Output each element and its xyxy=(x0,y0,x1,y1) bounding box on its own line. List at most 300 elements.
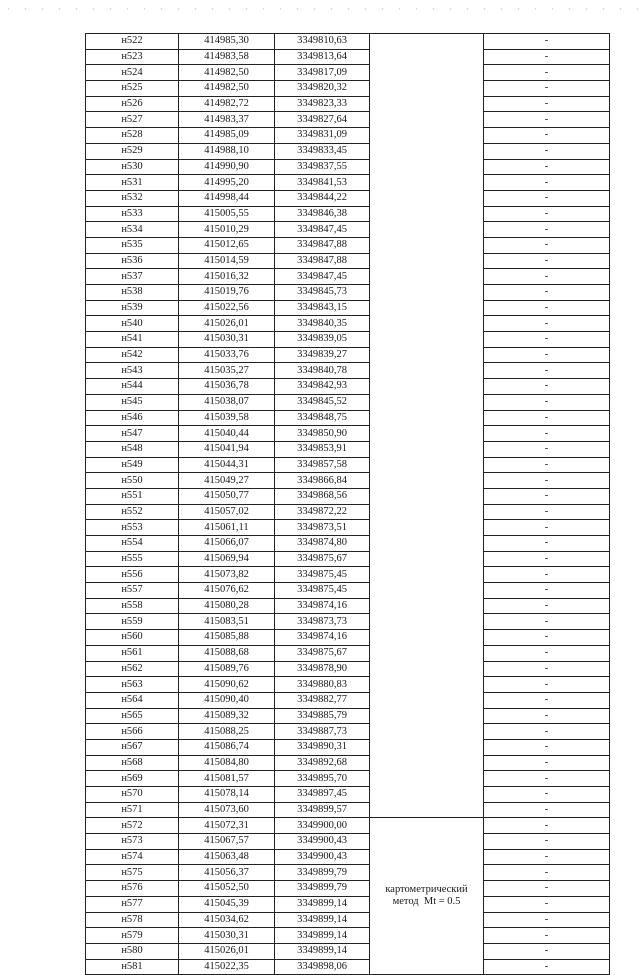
precision-cell: - xyxy=(484,912,610,928)
y-coordinate-cell: 3349873,73 xyxy=(275,614,370,630)
x-coordinate-cell: 415073,60 xyxy=(179,802,275,818)
x-coordinate-cell: 415044,31 xyxy=(179,457,275,473)
x-coordinate-cell: 415090,40 xyxy=(179,692,275,708)
y-coordinate-cell: 3349899,14 xyxy=(275,943,370,959)
precision-cell: - xyxy=(484,928,610,944)
x-coordinate-cell: 415072,31 xyxy=(179,818,275,834)
y-coordinate-cell: 3349839,05 xyxy=(275,332,370,348)
x-coordinate-cell: 415026,01 xyxy=(179,943,275,959)
table-row xyxy=(86,426,610,442)
y-coordinate-cell: 3349875,45 xyxy=(275,583,370,599)
precision-cell: - xyxy=(484,739,610,755)
point-name-cell: н579 xyxy=(86,928,179,944)
y-coordinate-cell: 3349820,32 xyxy=(275,81,370,97)
precision-cell: - xyxy=(484,206,610,222)
x-coordinate-cell: 415090,62 xyxy=(179,677,275,693)
table-row xyxy=(86,881,610,897)
point-name-cell: н528 xyxy=(86,128,179,144)
y-coordinate-cell: 3349833,45 xyxy=(275,143,370,159)
method-line-1: картометрический xyxy=(385,884,468,896)
y-coordinate-cell: 3349853,91 xyxy=(275,441,370,457)
table-row xyxy=(86,551,610,567)
table-row xyxy=(86,128,610,144)
x-coordinate-cell: 415061,11 xyxy=(179,520,275,536)
point-name-cell: н533 xyxy=(86,206,179,222)
point-name-cell: н541 xyxy=(86,332,179,348)
x-coordinate-cell: 414985,30 xyxy=(179,34,275,50)
x-coordinate-cell: 415057,02 xyxy=(179,504,275,520)
precision-cell: - xyxy=(484,943,610,959)
x-coordinate-cell: 415036,78 xyxy=(179,379,275,395)
x-coordinate-cell: 414982,72 xyxy=(179,96,275,112)
x-coordinate-cell: 415080,28 xyxy=(179,598,275,614)
point-name-cell: н543 xyxy=(86,363,179,379)
precision-cell: - xyxy=(484,49,610,65)
table-row xyxy=(86,65,610,81)
table-row xyxy=(86,49,610,65)
table-row xyxy=(86,849,610,865)
point-name-cell: н522 xyxy=(86,34,179,50)
point-name-cell: н532 xyxy=(86,190,179,206)
y-coordinate-cell: 3349841,53 xyxy=(275,175,370,191)
precision-cell: - xyxy=(484,583,610,599)
point-name-cell: н549 xyxy=(86,457,179,473)
precision-cell: - xyxy=(484,253,610,269)
point-name-cell: н557 xyxy=(86,583,179,599)
y-coordinate-cell: 3349874,16 xyxy=(275,598,370,614)
precision-cell: - xyxy=(484,488,610,504)
x-coordinate-cell: 414990,90 xyxy=(179,159,275,175)
point-name-cell: н523 xyxy=(86,49,179,65)
x-coordinate-cell: 415069,94 xyxy=(179,551,275,567)
y-coordinate-cell: 3349899,14 xyxy=(275,896,370,912)
y-coordinate-cell: 3349900,43 xyxy=(275,849,370,865)
y-coordinate-cell: 3349899,57 xyxy=(275,802,370,818)
precision-cell: - xyxy=(484,190,610,206)
precision-cell: - xyxy=(484,598,610,614)
point-name-cell: н573 xyxy=(86,834,179,850)
precision-cell: - xyxy=(484,677,610,693)
point-name-cell: н580 xyxy=(86,943,179,959)
y-coordinate-cell: 3349840,35 xyxy=(275,316,370,332)
precision-cell: - xyxy=(484,473,610,489)
x-coordinate-cell: 415078,14 xyxy=(179,787,275,803)
precision-cell: - xyxy=(484,300,610,316)
y-coordinate-cell: 3349900,43 xyxy=(275,834,370,850)
y-coordinate-cell: 3349873,51 xyxy=(275,520,370,536)
precision-cell: - xyxy=(484,959,610,975)
point-name-cell: н572 xyxy=(86,818,179,834)
table-row xyxy=(86,614,610,630)
precision-cell: - xyxy=(484,96,610,112)
point-name-cell: н560 xyxy=(86,630,179,646)
table-row xyxy=(86,865,610,881)
precision-cell: - xyxy=(484,536,610,552)
x-coordinate-cell: 415045,39 xyxy=(179,896,275,912)
precision-cell: - xyxy=(484,65,610,81)
x-coordinate-cell: 415019,76 xyxy=(179,285,275,301)
precision-cell: - xyxy=(484,347,610,363)
point-name-cell: н525 xyxy=(86,81,179,97)
table-row xyxy=(86,347,610,363)
table-row xyxy=(86,300,610,316)
table-row xyxy=(86,237,610,253)
point-name-cell: н575 xyxy=(86,865,179,881)
y-coordinate-cell: 3349843,15 xyxy=(275,300,370,316)
table-row xyxy=(86,473,610,489)
point-name-cell: н546 xyxy=(86,410,179,426)
point-name-cell: н554 xyxy=(86,536,179,552)
table-row xyxy=(86,363,610,379)
y-coordinate-cell: 3349845,73 xyxy=(275,285,370,301)
table-row xyxy=(86,598,610,614)
table-row xyxy=(86,190,610,206)
table-row xyxy=(86,787,610,803)
x-coordinate-cell: 415022,56 xyxy=(179,300,275,316)
x-coordinate-cell: 415010,29 xyxy=(179,222,275,238)
y-coordinate-cell: 3349817,09 xyxy=(275,65,370,81)
y-coordinate-cell: 3349899,14 xyxy=(275,928,370,944)
table-row xyxy=(86,802,610,818)
x-coordinate-cell: 414982,50 xyxy=(179,65,275,81)
table-row xyxy=(86,834,610,850)
y-coordinate-cell: 3349899,79 xyxy=(275,881,370,897)
x-coordinate-cell: 415035,27 xyxy=(179,363,275,379)
table-row xyxy=(86,645,610,661)
x-coordinate-cell: 415086,74 xyxy=(179,739,275,755)
precision-cell: - xyxy=(484,865,610,881)
precision-cell: - xyxy=(484,881,610,897)
table-row xyxy=(86,504,610,520)
point-name-cell: н574 xyxy=(86,849,179,865)
y-coordinate-cell: 3349847,88 xyxy=(275,237,370,253)
precision-cell: - xyxy=(484,802,610,818)
table-row xyxy=(86,269,610,285)
precision-cell: - xyxy=(484,787,610,803)
table-row xyxy=(86,379,610,395)
method-line-2: метод Mt = 0.5 xyxy=(392,896,461,908)
point-name-cell: н544 xyxy=(86,379,179,395)
y-coordinate-cell: 3349872,22 xyxy=(275,504,370,520)
table-row xyxy=(86,206,610,222)
precision-cell: - xyxy=(484,128,610,144)
table-row xyxy=(86,81,610,97)
precision-cell: - xyxy=(484,724,610,740)
table-row xyxy=(86,567,610,583)
precision-cell: - xyxy=(484,520,610,536)
precision-cell: - xyxy=(484,269,610,285)
point-name-cell: н550 xyxy=(86,473,179,489)
y-coordinate-cell: 3349840,78 xyxy=(275,363,370,379)
y-coordinate-cell: 3349874,80 xyxy=(275,536,370,552)
point-name-cell: н538 xyxy=(86,285,179,301)
point-name-cell: н530 xyxy=(86,159,179,175)
point-name-cell: н555 xyxy=(86,551,179,567)
table-row xyxy=(86,755,610,771)
precision-cell: - xyxy=(484,379,610,395)
point-name-cell: н561 xyxy=(86,645,179,661)
y-coordinate-cell: 3349842,93 xyxy=(275,379,370,395)
y-coordinate-cell: 3349857,58 xyxy=(275,457,370,473)
table-row xyxy=(86,724,610,740)
x-coordinate-cell: 415076,62 xyxy=(179,583,275,599)
y-coordinate-cell: 3349847,88 xyxy=(275,253,370,269)
x-coordinate-cell: 415067,57 xyxy=(179,834,275,850)
point-name-cell: н563 xyxy=(86,677,179,693)
y-coordinate-cell: 3349827,64 xyxy=(275,112,370,128)
point-name-cell: н565 xyxy=(86,708,179,724)
point-name-cell: н576 xyxy=(86,881,179,897)
point-name-cell: н556 xyxy=(86,567,179,583)
point-name-cell: н537 xyxy=(86,269,179,285)
precision-cell: - xyxy=(484,645,610,661)
y-coordinate-cell: 3349847,45 xyxy=(275,269,370,285)
table-row xyxy=(86,536,610,552)
x-coordinate-cell: 415083,51 xyxy=(179,614,275,630)
x-coordinate-cell: 414982,50 xyxy=(179,81,275,97)
table-row xyxy=(86,441,610,457)
precision-cell: - xyxy=(484,504,610,520)
precision-cell: - xyxy=(484,332,610,348)
point-name-cell: н548 xyxy=(86,441,179,457)
point-name-cell: н558 xyxy=(86,598,179,614)
precision-cell: - xyxy=(484,818,610,834)
x-coordinate-cell: 415026,01 xyxy=(179,316,275,332)
y-coordinate-cell: 3349844,22 xyxy=(275,190,370,206)
x-coordinate-cell: 415014,59 xyxy=(179,253,275,269)
x-coordinate-cell: 415005,55 xyxy=(179,206,275,222)
point-name-cell: н536 xyxy=(86,253,179,269)
x-coordinate-cell: 415088,68 xyxy=(179,645,275,661)
y-coordinate-cell: 3349882,77 xyxy=(275,692,370,708)
table-row xyxy=(86,332,610,348)
table-row xyxy=(86,896,610,912)
y-coordinate-cell: 3349885,79 xyxy=(275,708,370,724)
point-name-cell: н551 xyxy=(86,488,179,504)
table-row xyxy=(86,143,610,159)
y-coordinate-cell: 3349890,31 xyxy=(275,739,370,755)
point-name-cell: н540 xyxy=(86,316,179,332)
y-coordinate-cell: 3349837,55 xyxy=(275,159,370,175)
y-coordinate-cell: 3349831,09 xyxy=(275,128,370,144)
precision-cell: - xyxy=(484,834,610,850)
precision-cell: - xyxy=(484,112,610,128)
precision-cell: - xyxy=(484,849,610,865)
x-coordinate-cell: 415040,44 xyxy=(179,426,275,442)
y-coordinate-cell: 3349875,45 xyxy=(275,567,370,583)
table-row xyxy=(86,175,610,191)
x-coordinate-cell: 415049,27 xyxy=(179,473,275,489)
table-row xyxy=(86,959,610,975)
precision-cell: - xyxy=(484,394,610,410)
point-name-cell: н566 xyxy=(86,724,179,740)
precision-cell: - xyxy=(484,159,610,175)
x-coordinate-cell: 415073,82 xyxy=(179,567,275,583)
x-coordinate-cell: 415039,58 xyxy=(179,410,275,426)
x-coordinate-cell: 415085,88 xyxy=(179,630,275,646)
table-row xyxy=(86,630,610,646)
x-coordinate-cell: 415052,50 xyxy=(179,881,275,897)
x-coordinate-cell: 415088,25 xyxy=(179,724,275,740)
table-row xyxy=(86,285,610,301)
y-coordinate-cell: 3349868,56 xyxy=(275,488,370,504)
scan-artifact-line xyxy=(0,6,640,12)
precision-cell: - xyxy=(484,630,610,646)
precision-cell: - xyxy=(484,143,610,159)
y-coordinate-cell: 3349875,67 xyxy=(275,645,370,661)
coordinates-table-body xyxy=(86,34,610,975)
precision-cell: - xyxy=(484,661,610,677)
x-coordinate-cell: 415012,65 xyxy=(179,237,275,253)
y-coordinate-cell: 3349897,45 xyxy=(275,787,370,803)
x-coordinate-cell: 415063,48 xyxy=(179,849,275,865)
coordinates-table xyxy=(85,33,610,975)
precision-cell: - xyxy=(484,551,610,567)
y-coordinate-cell: 3349900,00 xyxy=(275,818,370,834)
x-coordinate-cell: 415030,31 xyxy=(179,928,275,944)
table-row xyxy=(86,692,610,708)
method-cell-upper xyxy=(370,34,484,818)
method-cell-lower xyxy=(370,818,484,975)
y-coordinate-cell: 3349846,38 xyxy=(275,206,370,222)
y-coordinate-cell: 3349875,67 xyxy=(275,551,370,567)
precision-cell: - xyxy=(484,410,610,426)
y-coordinate-cell: 3349878,90 xyxy=(275,661,370,677)
y-coordinate-cell: 3349898,06 xyxy=(275,959,370,975)
x-coordinate-cell: 415050,77 xyxy=(179,488,275,504)
table-row xyxy=(86,96,610,112)
point-name-cell: н570 xyxy=(86,787,179,803)
precision-cell: - xyxy=(484,222,610,238)
x-coordinate-cell: 415038,07 xyxy=(179,394,275,410)
point-name-cell: н581 xyxy=(86,959,179,975)
table-row xyxy=(86,912,610,928)
point-name-cell: н553 xyxy=(86,520,179,536)
precision-cell: - xyxy=(484,441,610,457)
x-coordinate-cell: 414995,20 xyxy=(179,175,275,191)
point-name-cell: н534 xyxy=(86,222,179,238)
precision-cell: - xyxy=(484,755,610,771)
precision-cell: - xyxy=(484,34,610,50)
table-row xyxy=(86,583,610,599)
point-name-cell: н564 xyxy=(86,692,179,708)
precision-cell: - xyxy=(484,896,610,912)
x-coordinate-cell: 415056,37 xyxy=(179,865,275,881)
precision-cell: - xyxy=(484,567,610,583)
table-row xyxy=(86,771,610,787)
point-name-cell: н571 xyxy=(86,802,179,818)
point-name-cell: н568 xyxy=(86,755,179,771)
point-name-cell: н545 xyxy=(86,394,179,410)
y-coordinate-cell: 3349899,14 xyxy=(275,912,370,928)
precision-cell: - xyxy=(484,363,610,379)
table-row xyxy=(86,520,610,536)
point-name-cell: н535 xyxy=(86,237,179,253)
point-name-cell: н529 xyxy=(86,143,179,159)
x-coordinate-cell: 414983,37 xyxy=(179,112,275,128)
y-coordinate-cell: 3349839,27 xyxy=(275,347,370,363)
x-coordinate-cell: 414998,44 xyxy=(179,190,275,206)
point-name-cell: н567 xyxy=(86,739,179,755)
x-coordinate-cell: 415089,32 xyxy=(179,708,275,724)
table-row xyxy=(86,410,610,426)
x-coordinate-cell: 415089,76 xyxy=(179,661,275,677)
point-name-cell: н559 xyxy=(86,614,179,630)
point-name-cell: н577 xyxy=(86,896,179,912)
x-coordinate-cell: 415030,31 xyxy=(179,332,275,348)
x-coordinate-cell: 415081,57 xyxy=(179,771,275,787)
table-row xyxy=(86,928,610,944)
table-row xyxy=(86,394,610,410)
y-coordinate-cell: 3349887,73 xyxy=(275,724,370,740)
table-row xyxy=(86,457,610,473)
x-coordinate-cell: 415016,32 xyxy=(179,269,275,285)
point-name-cell: н547 xyxy=(86,426,179,442)
y-coordinate-cell: 3349880,83 xyxy=(275,677,370,693)
precision-cell: - xyxy=(484,708,610,724)
point-name-cell: н527 xyxy=(86,112,179,128)
precision-cell: - xyxy=(484,426,610,442)
y-coordinate-cell: 3349848,75 xyxy=(275,410,370,426)
table-row xyxy=(86,112,610,128)
point-name-cell: н569 xyxy=(86,771,179,787)
x-coordinate-cell: 414985,09 xyxy=(179,128,275,144)
table-row xyxy=(86,661,610,677)
x-coordinate-cell: 414983,58 xyxy=(179,49,275,65)
x-coordinate-cell: 415041,94 xyxy=(179,441,275,457)
x-coordinate-cell: 415022,35 xyxy=(179,959,275,975)
point-name-cell: н524 xyxy=(86,65,179,81)
point-name-cell: н542 xyxy=(86,347,179,363)
y-coordinate-cell: 3349895,70 xyxy=(275,771,370,787)
point-name-cell: н562 xyxy=(86,661,179,677)
y-coordinate-cell: 3349892,68 xyxy=(275,755,370,771)
precision-cell: - xyxy=(484,771,610,787)
precision-cell: - xyxy=(484,614,610,630)
x-coordinate-cell: 415034,62 xyxy=(179,912,275,928)
precision-cell: - xyxy=(484,692,610,708)
precision-cell: - xyxy=(484,237,610,253)
y-coordinate-cell: 3349813,64 xyxy=(275,49,370,65)
precision-cell: - xyxy=(484,175,610,191)
x-coordinate-cell: 415033,76 xyxy=(179,347,275,363)
table-row xyxy=(86,708,610,724)
precision-cell: - xyxy=(484,457,610,473)
precision-cell: - xyxy=(484,285,610,301)
y-coordinate-cell: 3349866,84 xyxy=(275,473,370,489)
table-row xyxy=(86,253,610,269)
y-coordinate-cell: 3349850,90 xyxy=(275,426,370,442)
x-coordinate-cell: 415066,07 xyxy=(179,536,275,552)
y-coordinate-cell: 3349823,33 xyxy=(275,96,370,112)
point-name-cell: н531 xyxy=(86,175,179,191)
x-coordinate-cell: 414988,10 xyxy=(179,143,275,159)
y-coordinate-cell: 3349810,63 xyxy=(275,34,370,50)
x-coordinate-cell: 415084,80 xyxy=(179,755,275,771)
point-name-cell: н552 xyxy=(86,504,179,520)
table-row xyxy=(86,34,610,50)
precision-cell: - xyxy=(484,316,610,332)
point-name-cell: н539 xyxy=(86,300,179,316)
y-coordinate-cell: 3349847,45 xyxy=(275,222,370,238)
point-name-cell: н578 xyxy=(86,912,179,928)
table-row xyxy=(86,222,610,238)
table-row xyxy=(86,943,610,959)
table-row xyxy=(86,739,610,755)
table-row xyxy=(86,159,610,175)
y-coordinate-cell: 3349845,52 xyxy=(275,394,370,410)
table-row xyxy=(86,818,610,834)
